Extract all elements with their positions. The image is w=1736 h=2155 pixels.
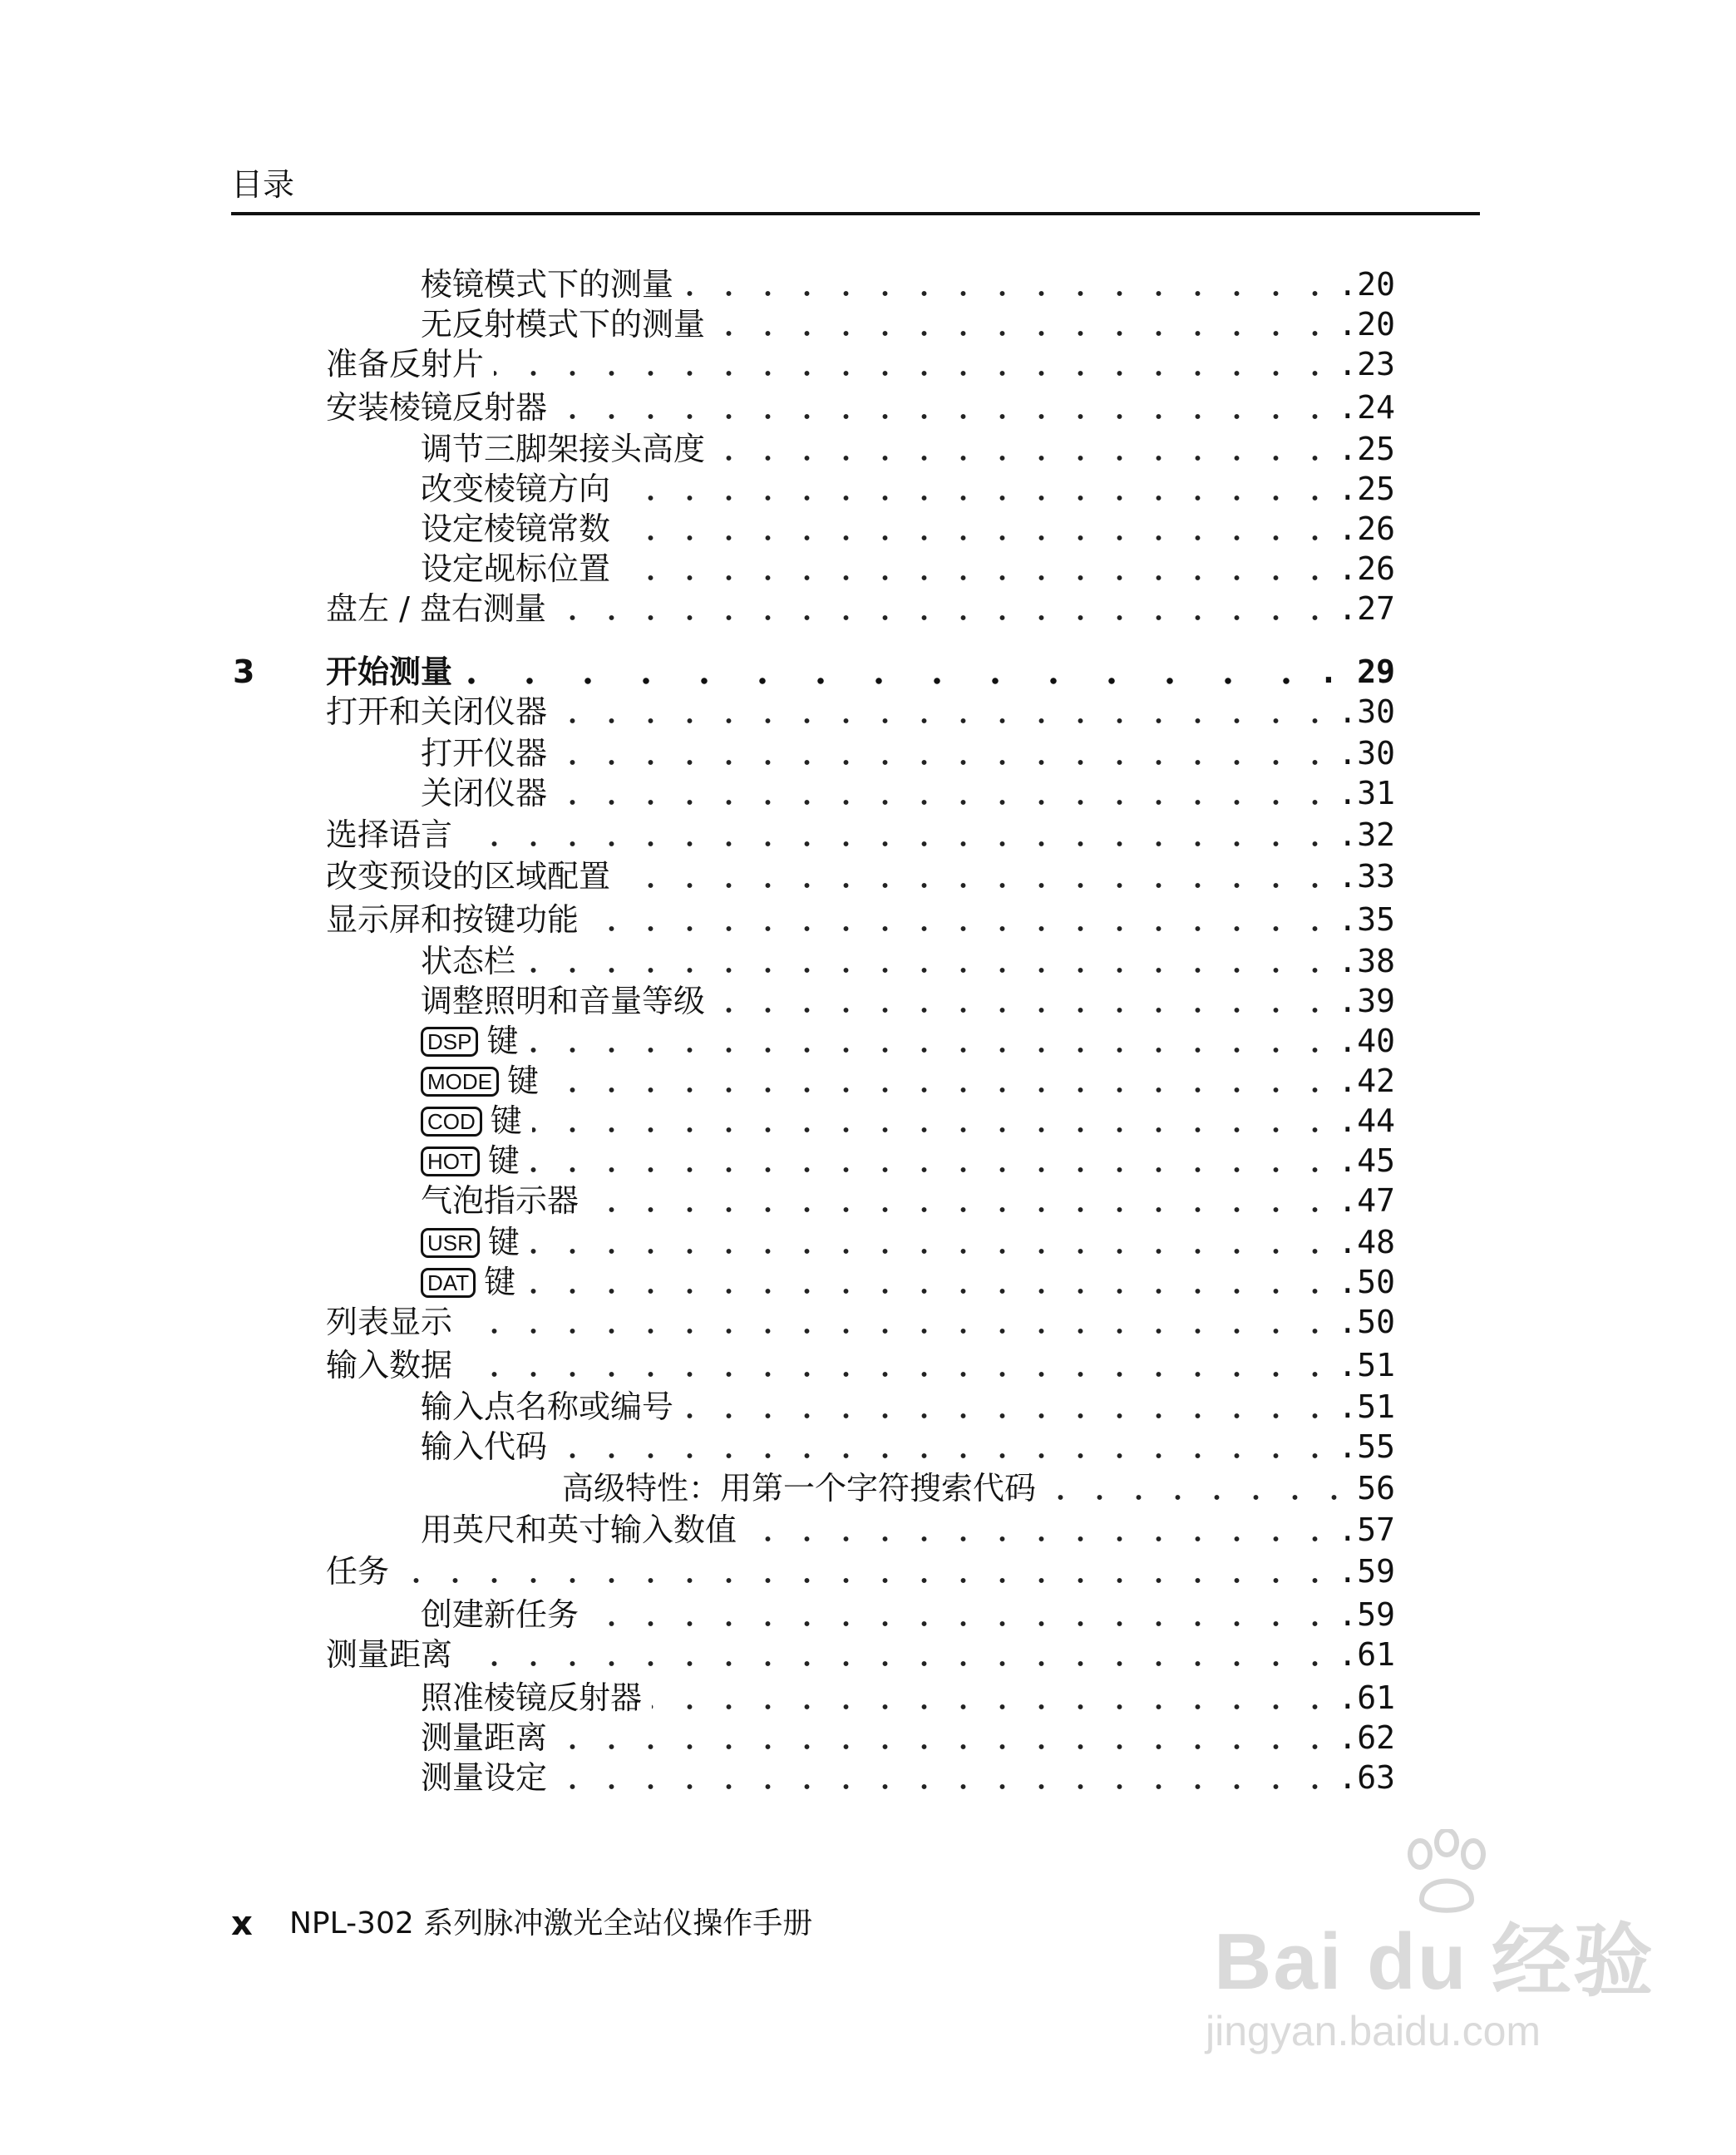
toc-entry[interactable]	[0, 1551, 1736, 1591]
toc-page-number: .32	[1338, 816, 1395, 853]
dot-leader	[532, 1127, 1334, 1132]
toc-entry-title-wrap	[421, 429, 705, 469]
dot-leader	[530, 1167, 1334, 1172]
dot-leader	[557, 1744, 1334, 1749]
toc-entry-title-wrap	[421, 1061, 539, 1101]
dot-leader	[652, 1704, 1334, 1709]
toc-page-number: .59	[1338, 1553, 1395, 1590]
toc-entry-title: 开始测量	[326, 653, 453, 690]
dot-leader	[557, 800, 1334, 805]
toc-entry-title-wrap	[326, 856, 610, 896]
toc-entry-title-wrap	[421, 1678, 642, 1718]
dot-leader	[620, 496, 1334, 501]
toc-entry[interactable]	[0, 509, 1736, 549]
toc-entry-title: 盘左 / 盘右测量	[326, 590, 546, 627]
toc-entry-title: 键	[487, 1224, 520, 1260]
dot-leader	[528, 1048, 1334, 1053]
toc-entry-title: 高级特性：用第一个字符搜索代码	[562, 1470, 1037, 1507]
toc-entry-title-wrap	[326, 1635, 452, 1674]
toc-page-number: .42	[1338, 1063, 1395, 1099]
toc-page-number: .62	[1338, 1719, 1395, 1756]
dot-leader	[557, 1784, 1334, 1789]
baidu-watermark	[1206, 1829, 1655, 2054]
toc-entry[interactable]	[0, 1510, 1736, 1550]
key-label: MODE	[421, 1067, 499, 1097]
toc-page-number: .27	[1338, 590, 1395, 627]
toc-entry-title: 气泡指示器	[421, 1182, 579, 1219]
toc-page-number: 56	[1357, 1470, 1395, 1507]
toc-entry-title: 测量距离	[326, 1636, 453, 1673]
toc-page-number: .31	[1338, 775, 1395, 811]
toc-entry-title-wrap	[326, 652, 452, 692]
toc-chapter[interactable]	[0, 652, 1736, 692]
toc-entry-title: 棱镜模式下的测量	[421, 266, 674, 303]
toc-entry-title: 输入代码	[421, 1428, 548, 1465]
dot-leader	[530, 1249, 1334, 1254]
toc-entry-title-wrap	[421, 733, 547, 773]
toc-entry-title-wrap	[326, 387, 547, 427]
toc-entry-title: 准备反射片	[326, 346, 485, 382]
toc-entry-title: 键	[490, 1102, 522, 1139]
toc-entry[interactable]	[0, 1345, 1736, 1385]
toc-entry-title: 键	[487, 1142, 520, 1179]
toc-entry[interactable]	[0, 1595, 1736, 1635]
toc-entry[interactable]	[0, 1718, 1736, 1758]
dot-leader	[589, 926, 1334, 931]
toc-entry-title-wrap	[421, 1141, 520, 1181]
toc-entry[interactable]	[0, 344, 1736, 384]
toc-entry-title: 调整照明和音量等级	[421, 983, 706, 1019]
toc-entry[interactable]	[0, 1141, 1736, 1181]
toc-entry[interactable]	[0, 1222, 1736, 1262]
toc-page-number: .45	[1338, 1142, 1395, 1179]
toc-entry[interactable]	[0, 1468, 1736, 1508]
toc-entry-title-wrap	[421, 1758, 547, 1797]
dot-leader	[525, 968, 1334, 973]
toc-entry-title-wrap	[421, 1181, 579, 1221]
toc-page-number: .59	[1338, 1596, 1395, 1633]
footer-manual-title: NPL-302 系列脉冲激光全站仪操作手册	[289, 1906, 813, 1940]
toc-entry[interactable]	[0, 733, 1736, 773]
toc-entry-title: 用英尺和英寸输入数值	[421, 1511, 737, 1548]
dot-leader	[462, 1661, 1334, 1666]
toc-entry-title: 键	[507, 1063, 540, 1099]
toc-entry-title-wrap	[326, 815, 452, 855]
dot-leader	[715, 456, 1334, 461]
footer-page-number: x	[231, 1905, 253, 1943]
toc-page-number: .57	[1338, 1511, 1395, 1548]
toc-entry-title-wrap	[421, 1510, 737, 1550]
toc-entry-title: 键	[486, 1023, 519, 1059]
toc-page-number: .33	[1338, 858, 1395, 895]
toc-entry[interactable]	[0, 1758, 1736, 1797]
toc-entry-title-wrap	[326, 1551, 389, 1591]
toc-entry-title-wrap	[421, 1718, 547, 1758]
toc-page-number: .23	[1338, 346, 1395, 382]
toc-page-number: .63	[1338, 1759, 1395, 1796]
toc-entry-title: 显示屏和按键功能	[326, 901, 579, 938]
toc-entry[interactable]	[0, 429, 1736, 469]
toc-entry-title-wrap	[326, 589, 546, 629]
dot-leader	[494, 371, 1334, 376]
toc-entry-title: 测量距离	[421, 1719, 548, 1756]
toc-page-number: .44	[1338, 1102, 1395, 1139]
toc-entry-title: 照准棱镜反射器	[421, 1679, 643, 1716]
toc-page-number: .47	[1338, 1182, 1395, 1219]
toc-entry-title-wrap	[326, 692, 547, 732]
toc-entry-title-wrap	[326, 344, 484, 384]
toc-page-number: .51	[1338, 1347, 1395, 1383]
toc-entry[interactable]	[0, 981, 1736, 1021]
dot-leader	[462, 1329, 1334, 1334]
toc-page-number: .30	[1338, 735, 1395, 772]
dot-leader	[462, 841, 1334, 846]
toc-entry[interactable]	[0, 773, 1736, 813]
toc-page-number: .48	[1338, 1224, 1395, 1260]
toc-page-number: .55	[1338, 1428, 1395, 1465]
toc-entry[interactable]	[0, 304, 1736, 344]
toc-entry-title: 无反射模式下的测量	[421, 306, 706, 343]
toc-entry[interactable]	[0, 941, 1736, 981]
toc-entry[interactable]	[0, 1678, 1736, 1718]
toc-entry-title: 输入数据	[326, 1347, 453, 1383]
toc-entry-title-wrap	[421, 264, 673, 304]
toc-entry-title: 设定棱镜常数	[421, 510, 611, 547]
toc-entry-title-wrap	[421, 304, 705, 344]
toc-entry[interactable]	[0, 1181, 1736, 1221]
toc-entry-title-wrap	[421, 549, 610, 589]
toc-entry-title: 改变预设的区域配置	[326, 858, 611, 895]
toc-entry-title: 打开仪器	[421, 735, 548, 772]
toc-page-number: .26	[1338, 550, 1395, 587]
toc-entry-title-wrap	[421, 773, 547, 813]
dot-leader	[557, 760, 1334, 765]
key-label: HOT	[421, 1147, 480, 1176]
toc-entry-title: 状态栏	[421, 943, 516, 979]
key-label: DSP	[421, 1027, 478, 1057]
dot-leader	[715, 1008, 1334, 1013]
toc-entry[interactable]	[0, 1021, 1736, 1061]
dot-leader	[525, 1289, 1334, 1294]
toc-page-number: .24	[1338, 389, 1395, 426]
toc-entry[interactable]	[0, 1061, 1736, 1101]
toc-entry-title-wrap	[421, 1021, 518, 1061]
dot-leader	[589, 1621, 1334, 1626]
toc-entry-title-wrap	[562, 1468, 1036, 1508]
toc-page-number: .20	[1338, 266, 1395, 303]
toc-entry[interactable]	[0, 1635, 1736, 1674]
toc-page-number: .61	[1338, 1679, 1395, 1716]
toc-entry-title-wrap	[421, 1595, 579, 1635]
toc-page-number: .35	[1338, 901, 1395, 938]
dot-leader	[620, 575, 1334, 580]
dot-leader	[620, 883, 1334, 888]
dot-leader	[715, 331, 1334, 336]
toc-entry[interactable]	[0, 1387, 1736, 1427]
toc-entry[interactable]	[0, 264, 1736, 304]
dot-leader	[399, 1578, 1334, 1583]
dot-leader	[557, 718, 1334, 723]
toc-entry-title: 键	[484, 1264, 516, 1300]
page-header-title: 目录	[231, 166, 295, 203]
dot-leader	[556, 615, 1334, 620]
toc-entry-title-wrap	[421, 1427, 547, 1467]
dot-leader	[683, 291, 1334, 296]
toc-entry[interactable]	[0, 589, 1736, 629]
dot-leader	[557, 414, 1334, 419]
toc-page-number: .50	[1338, 1304, 1395, 1340]
paw-icon	[1397, 1829, 1497, 1921]
watermark-url: jingyan.baidu.com	[1206, 2008, 1541, 2054]
toc-page-number: .25	[1338, 431, 1395, 467]
toc-entry-title-wrap	[421, 509, 610, 549]
toc-entry[interactable]	[0, 1262, 1736, 1302]
toc-page-number: .51	[1338, 1388, 1395, 1425]
toc-entry[interactable]	[0, 1427, 1736, 1467]
toc-entry-title: 列表显示	[326, 1304, 453, 1340]
dot-leader	[589, 1207, 1334, 1212]
toc-entry-title: 任务	[326, 1553, 390, 1590]
toc-entry-title-wrap	[326, 1345, 452, 1385]
dot-leader	[557, 1453, 1334, 1458]
toc-entry-title: 输入点名称或编号	[421, 1388, 674, 1425]
dot-leader	[1046, 1495, 1354, 1500]
toc-entry[interactable]	[0, 1302, 1736, 1342]
toc-entry-title: 设定觇标位置	[421, 550, 611, 587]
toc-entry[interactable]	[0, 856, 1736, 896]
toc-page-number: .20	[1338, 306, 1395, 343]
toc-entry-title-wrap	[421, 981, 705, 1021]
toc-entry[interactable]	[0, 469, 1736, 509]
toc-entry[interactable]	[0, 815, 1736, 855]
toc-entry-title: 打开和关闭仪器	[326, 693, 548, 730]
chapter-number: 3	[233, 653, 255, 690]
toc-entry-title: 调节三脚架接头高度	[421, 431, 706, 467]
dot-leader	[462, 1372, 1334, 1377]
toc-page-number: .40	[1338, 1023, 1395, 1059]
toc-entry[interactable]	[0, 387, 1736, 427]
dot-leader	[683, 1413, 1334, 1418]
dot-leader	[549, 1087, 1334, 1092]
toc-entry-title-wrap	[421, 469, 610, 509]
toc-page-number: .38	[1338, 943, 1395, 979]
key-label: USR	[421, 1228, 480, 1258]
toc-entry-title-wrap	[421, 1262, 515, 1302]
toc-entry-title-wrap	[421, 1222, 520, 1262]
toc-entry[interactable]	[0, 900, 1736, 939]
dot-leader	[620, 535, 1334, 540]
toc-entry-title-wrap	[326, 900, 579, 939]
toc-entry-title-wrap	[326, 1302, 452, 1342]
toc-entry[interactable]	[0, 549, 1736, 589]
toc-page-number: .26	[1338, 510, 1395, 547]
key-label: DAT	[421, 1268, 476, 1298]
toc-page-number: .25	[1338, 471, 1395, 507]
toc-entry-title-wrap	[421, 1101, 522, 1141]
toc-entry-title: 改变棱镜方向	[421, 471, 611, 507]
toc-entry[interactable]	[0, 1101, 1736, 1141]
toc-entry-title-wrap	[421, 1387, 673, 1427]
toc-page-number: .30	[1338, 693, 1395, 730]
toc-entry-title: 关闭仪器	[421, 775, 548, 811]
toc-page-number: .39	[1338, 983, 1395, 1019]
dot-leader	[462, 678, 1315, 684]
toc-page-number: .61	[1338, 1636, 1395, 1673]
toc-entry-title: 安装棱镜反射器	[326, 389, 548, 426]
key-label: COD	[421, 1107, 482, 1137]
toc-entry-title: 测量设定	[421, 1759, 548, 1796]
toc-entry-title-wrap	[421, 941, 515, 981]
toc-page-number: .50	[1338, 1264, 1395, 1300]
toc-entry[interactable]	[0, 692, 1736, 732]
toc-entry-title: 创建新任务	[421, 1596, 579, 1633]
toc-page-number: . 29	[1319, 653, 1395, 690]
dot-leader	[747, 1536, 1334, 1541]
toc-entry-title: 选择语言	[326, 816, 453, 853]
watermark-brand: Bai du 经验	[1214, 1917, 1655, 2006]
